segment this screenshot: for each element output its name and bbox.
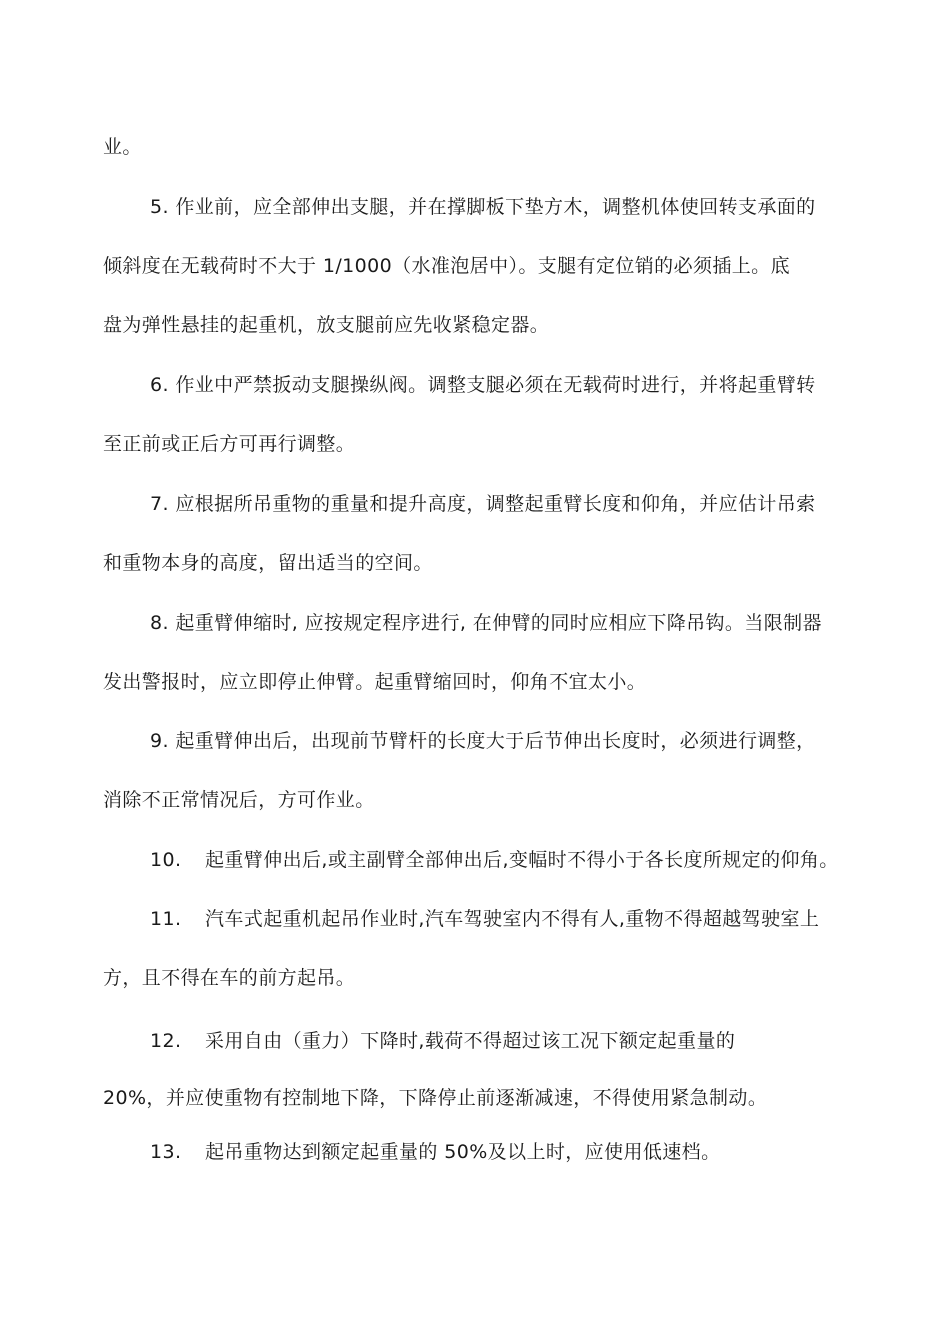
numbered-item (150, 907, 819, 931)
text-line: 倾斜度在无载荷时不大于 1/1000（水准泡居中）。支腿有定位销的必须插上。底 (103, 255, 790, 277)
text-line: 9. 起重臂伸出后，出现前节臂杆的长度大于后节伸出长度时，必须进行调整， (150, 730, 816, 752)
text-line: 业。 (103, 136, 142, 158)
numbered-item (150, 1140, 720, 1164)
item-number: 11. (150, 908, 182, 930)
item-number: 13. (150, 1141, 182, 1163)
item-number: 12. (150, 1030, 182, 1052)
text-line: 方，且不得在车的前方起吊。 (103, 967, 356, 989)
text-line: 消除不正常情况后，方可作业。 (103, 789, 375, 811)
numbered-item (150, 848, 839, 872)
numbered-item (150, 1029, 735, 1053)
text-line: 采用自由（重力）下降时,载荷不得超过该工况下额定起重量的 (205, 1030, 736, 1052)
text-line: 8. 起重臂伸缩时, 应按规定程序进行, 在伸臂的同时应相应下降吊钩。当限制器 (150, 612, 822, 634)
text-line: 5. 作业前，应全部伸出支腿，并在撑脚板下垫方木，调整机体使回转支承面的 (150, 196, 816, 218)
item-number: 10. (150, 849, 182, 871)
text-line: 起吊重物达到额定起重量的 50%及以上时，应使用低速档。 (205, 1141, 721, 1163)
text-line: 7. 应根据所吊重物的重量和提升高度，调整起重臂长度和仰角，并应估计吊索 (150, 493, 816, 515)
text-line: 6. 作业中严禁扳动支腿操纵阀。调整支腿必须在无载荷时进行，并将起重臂转 (150, 374, 816, 396)
text-line: 发出警报时，应立即停止伸臂。起重臂缩回时，仰角不宜太小。 (103, 671, 647, 693)
text-line: 起重臂伸出后,或主副臂全部伸出后,变幅时不得小于各长度所规定的仰角。 (205, 849, 839, 871)
text-line: 盘为弹性悬挂的起重机，放支腿前应先收紧稳定器。 (103, 314, 550, 336)
text-line: 20%，并应使重物有控制地下降，下降停止前逐渐减速，不得使用紧急制动。 (103, 1087, 768, 1109)
text-line: 汽车式起重机起吊作业时,汽车驾驶室内不得有人,重物不得超越驾驶室上 (205, 908, 820, 930)
text-line: 和重物本身的高度，留出适当的空间。 (103, 552, 433, 574)
text-line: 至正前或正后方可再行调整。 (103, 433, 356, 455)
